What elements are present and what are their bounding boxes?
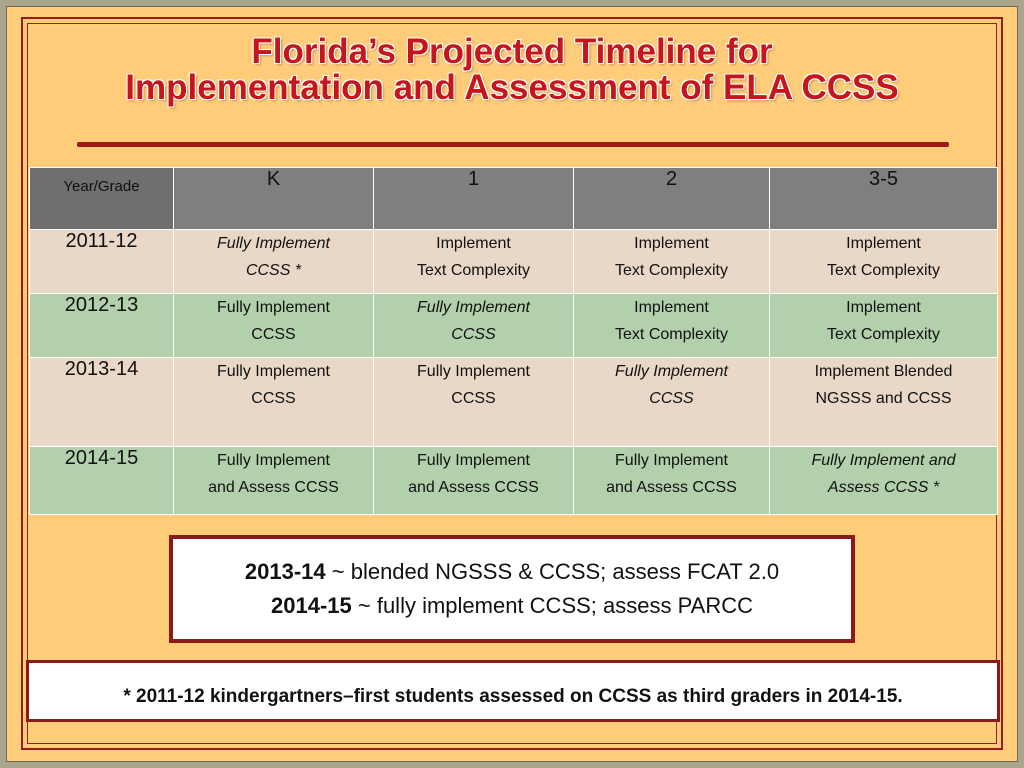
header-grade-3-5: 3-5 bbox=[770, 168, 998, 230]
table-cell: Fully Implement CCSS * bbox=[174, 230, 374, 294]
table-row bbox=[30, 230, 998, 294]
header-grade-2: 2 bbox=[574, 168, 770, 230]
table-cell: Implement Text Complexity bbox=[770, 294, 998, 358]
table-cell: Fully Implement and Assess CCSS * bbox=[770, 447, 998, 515]
header-grade-k: K bbox=[174, 168, 374, 230]
header-grade-1: 1 bbox=[374, 168, 574, 230]
table-cell: Implement Blended NGSSS and CCSS bbox=[770, 358, 998, 447]
table-row bbox=[30, 294, 998, 358]
timeline-table bbox=[29, 167, 998, 515]
summary-note-box bbox=[169, 535, 855, 643]
table-cell: Implement Text Complexity bbox=[374, 230, 574, 294]
row-year: 2011-12 bbox=[30, 230, 174, 294]
table-header-row bbox=[30, 168, 998, 230]
header-year-grade: Year/Grade bbox=[30, 168, 174, 230]
row-year: 2014-15 bbox=[30, 447, 174, 515]
note-line-1: 2013-14 ~ blended NGSSS & CCSS; assess FCAT 2.0 bbox=[244, 559, 780, 584]
table-row bbox=[30, 447, 998, 515]
note-line-2: 2014-15 ~ fully implement CCSS; assess PARCC bbox=[271, 593, 753, 618]
table-cell: Implement Text Complexity bbox=[574, 230, 770, 294]
table-cell: Fully Implement and Assess CCSS bbox=[174, 447, 374, 515]
table-cell: Fully Implement CCSS bbox=[174, 294, 374, 358]
row-year: 2013-14 bbox=[30, 358, 174, 447]
table-cell: Fully Implement and Assess CCSS bbox=[374, 447, 574, 515]
slide-title bbox=[40, 34, 984, 106]
title-underline bbox=[77, 142, 949, 147]
footnote-box: * 2011-12 kindergartners–first students assessed on CCSS as third graders in 2014-15. bbox=[26, 660, 1000, 722]
title-line-1: Florida’s Projected Timeline for bbox=[251, 32, 773, 71]
title-line-2: Implementation and Assessment of ELA CCSS bbox=[125, 68, 899, 107]
table-cell: Fully Implement CCSS bbox=[174, 358, 374, 447]
table-cell: Implement Text Complexity bbox=[770, 230, 998, 294]
table-cell: Fully Implement CCSS bbox=[574, 358, 770, 447]
table-cell: Fully Implement CCSS bbox=[374, 358, 574, 447]
row-year: 2012-13 bbox=[30, 294, 174, 358]
table-row bbox=[30, 358, 998, 447]
table-cell: Implement Text Complexity bbox=[574, 294, 770, 358]
table-cell: Fully Implement CCSS bbox=[374, 294, 574, 358]
table-cell: Fully Implement and Assess CCSS bbox=[574, 447, 770, 515]
